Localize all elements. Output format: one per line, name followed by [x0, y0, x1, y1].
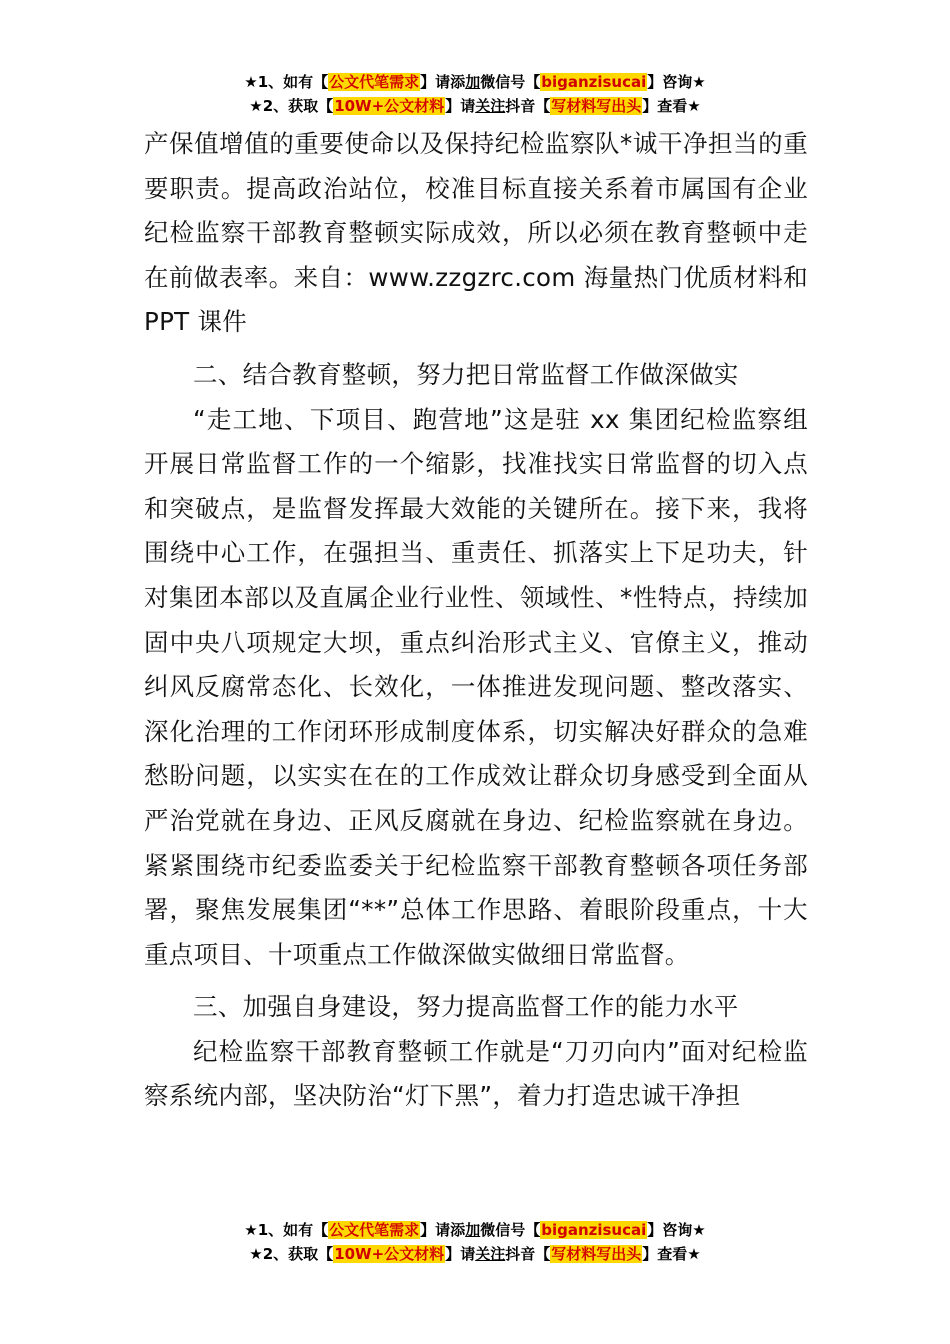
highlight-text: 10W+公文材料 [334, 1245, 445, 1263]
banner-text: ★2、获取【 [249, 97, 334, 115]
highlight-text: 公文代笔需求 [329, 73, 420, 91]
highlight-text: 写材料写出头 [551, 1245, 642, 1263]
banner-line-1 [0, 70, 950, 94]
banner-text: 加 [465, 73, 481, 91]
document-body [144, 122, 808, 1119]
banner-text: 关注 [475, 97, 506, 115]
banner-text: 】请添 [420, 1221, 466, 1239]
highlight-text: 写材料写出头 [551, 97, 642, 115]
banner-text: ★2、获取【 [249, 1245, 334, 1263]
section-heading-3: 三、加强自身建设，努力提高监督工作的能力水平 [193, 992, 739, 1022]
banner-text: 微信号【 [480, 73, 541, 91]
banner-line-2 [0, 1242, 950, 1266]
highlight-text: biganzisucai [541, 73, 647, 91]
highlight-text: 10W+公文材料 [334, 97, 445, 115]
banner-text: 抖音【 [505, 1245, 551, 1263]
banner-text: 】请 [445, 97, 476, 115]
section-heading-2: 二、结合教育整顿，努力把日常监督工作做深做实 [193, 359, 739, 389]
banner-text: 加 [465, 1221, 481, 1239]
banner-text: 】咨询★ [647, 1221, 706, 1239]
banner-line-2 [0, 94, 950, 118]
banner-text: 】请添 [420, 73, 466, 91]
footer-banner [0, 1218, 950, 1266]
banner-text: 】请 [445, 1245, 476, 1263]
paragraph: “走工地、下项目、跑营地”这是驻 xx 集团纪检监察组开展日常监督工作的一个缩影，找准找实日常监督的切入点和突破点，是监督发挥最大效能的关键所在。接下来，我将围绕中心工作，在强担当、重责任、抓落实上下足功夫，针对集团本部以及直属企业行业性、领域性、*性特点，持续加固中央八项规定大坝，重点纠治形式主义、官僚主义，推动纠风反腐常态化、长效化，一体推进发现问题、整改落实、深化治理的工作闭环形成制度体系，切实解决好群众的急难愁盼问题，以实实在在的工作成效让群众切身感受到全面从严治党就在身边、正风反腐就在身边、纪检监察就在身边。紧紧围绕市纪委监委关于纪检监察干部教育整顿各项任务部署，聚焦发展集团“**”总体工作思路、着眼阶段重点，十大重点项目、十项重点工作做深做实做细日常监督。 [144, 404, 808, 969]
banner-text: 】咨询★ [647, 73, 706, 91]
highlight-text: 公文代笔需求 [329, 1221, 420, 1239]
banner-text: 抖音【 [505, 97, 551, 115]
banner-text: ★1、如有【 [244, 1221, 329, 1239]
paragraph: 纪检监察干部教育整顿工作就是“刀刃向内”面对纪检监察系统内部，坚决防治“灯下黑”，着力打造忠诚干净担 [144, 1036, 808, 1111]
paragraph-continued: 产保值增值的重要使命以及保持纪检监察队*诚干净担当的重要职责。提高政治站位，校准目标直接关系着市属国有企业纪检监察干部教育整顿实际成效，所以必须在教育整顿中走在前做表率。来自：www.zzgzrc.com 海量热门优质材料和 PPT 课件 [144, 129, 808, 337]
highlight-text: biganzisucai [541, 1221, 647, 1239]
banner-text: 】查看★ [642, 1245, 701, 1263]
banner-text: 微信号【 [480, 1221, 541, 1239]
banner-line-1 [0, 1218, 950, 1242]
banner-text: 关注 [475, 1245, 506, 1263]
header-banner [0, 70, 950, 118]
banner-text: 】查看★ [642, 97, 701, 115]
banner-text: ★1、如有【 [244, 73, 329, 91]
